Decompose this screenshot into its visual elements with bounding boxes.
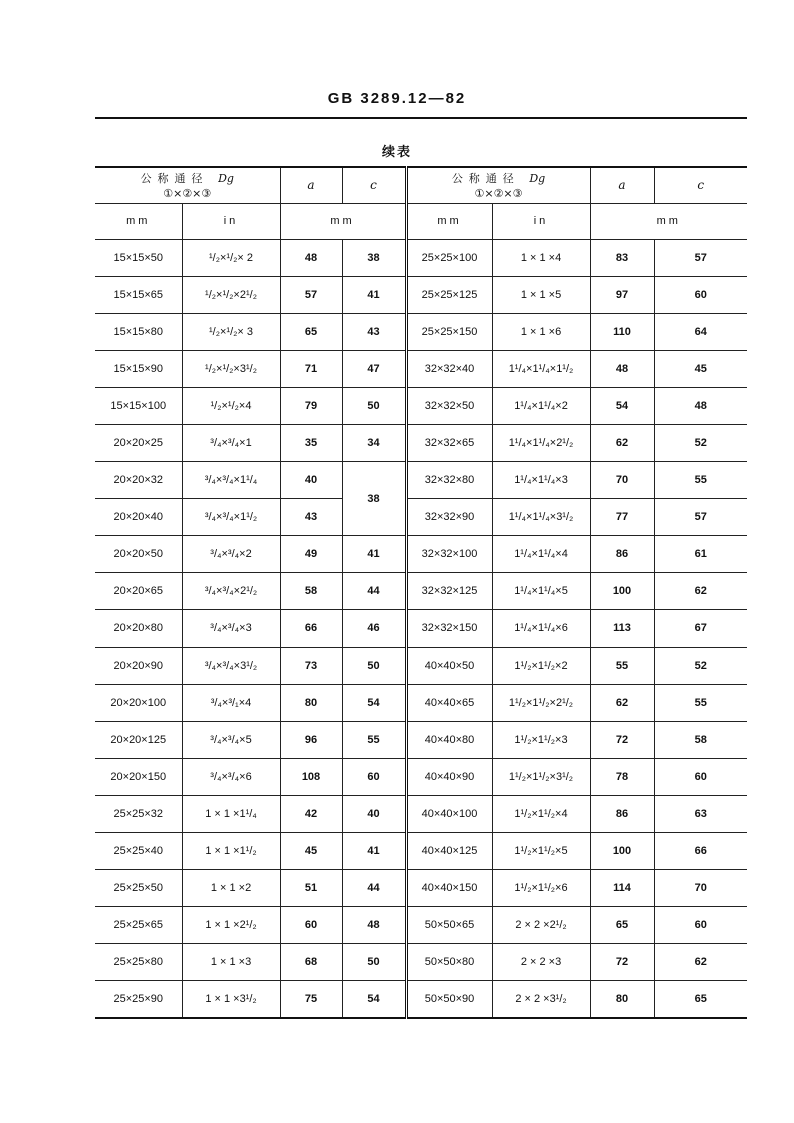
right-dg-in-cell: 1¹/₂×1¹/₂×6 xyxy=(492,870,590,907)
right-dg-in-cell: 1 × 1 ×6 xyxy=(492,313,590,350)
left-a-cell: 66 xyxy=(280,610,342,647)
left-a-cell: 75 xyxy=(280,981,342,1018)
unit-in-right: in xyxy=(492,203,590,239)
left-dg-in-cell: ³/₄×³/₄×2 xyxy=(182,536,280,573)
right-c-cell: 57 xyxy=(654,239,747,276)
right-a-cell: 48 xyxy=(590,350,654,387)
header-rule xyxy=(95,117,747,119)
left-c-cell: 55 xyxy=(342,721,406,758)
left-c-cell: 50 xyxy=(342,387,406,424)
left-c-cell: 54 xyxy=(342,981,406,1018)
left-dg-mm-cell: 25×25×32 xyxy=(95,795,182,832)
dg-sub-left: ①×②×③ xyxy=(163,187,212,201)
left-dg-mm-cell: 25×25×50 xyxy=(95,870,182,907)
left-a-cell: 42 xyxy=(280,795,342,832)
table-row xyxy=(95,239,747,276)
right-a-cell: 100 xyxy=(590,833,654,870)
right-a-cell: 77 xyxy=(590,499,654,536)
table-row xyxy=(95,721,747,758)
left-dg-in-cell: 1 × 1 ×3 xyxy=(182,944,280,981)
right-c-cell: 48 xyxy=(654,387,747,424)
left-c-cell: 34 xyxy=(342,424,406,461)
right-a-cell: 55 xyxy=(590,647,654,684)
left-dg-in-cell: ³/₄×³/₄×1¹/₄ xyxy=(182,462,280,499)
right-dg-in-cell: 1 × 1 ×5 xyxy=(492,276,590,313)
right-dg-in-cell: 2 × 2 ×3¹/₂ xyxy=(492,981,590,1018)
left-c-cell: 41 xyxy=(342,276,406,313)
left-a-cell: 60 xyxy=(280,907,342,944)
header-row-1 xyxy=(95,167,747,203)
right-a-cell: 62 xyxy=(590,684,654,721)
left-dg-mm-cell: 20×20×125 xyxy=(95,721,182,758)
right-dg-mm-cell: 40×40×80 xyxy=(406,721,492,758)
right-dg-in-cell: 1¹/₂×1¹/₂×2¹/₂ xyxy=(492,684,590,721)
right-a-cell: 114 xyxy=(590,870,654,907)
continued-label: 续表 xyxy=(381,145,412,160)
right-dg-in-cell: 1¹/₂×1¹/₂×5 xyxy=(492,833,590,870)
left-c-cell: 41 xyxy=(342,833,406,870)
right-dg-in-cell: 1¹/₄×1¹/₄×4 xyxy=(492,536,590,573)
dg-title-left: 公称通径 xyxy=(140,172,209,186)
unit-mm-right: mm xyxy=(406,203,492,239)
right-c-cell: 60 xyxy=(654,276,747,313)
right-a-cell: 86 xyxy=(590,536,654,573)
left-a-cell: 40 xyxy=(280,462,342,499)
right-dg-mm-cell: 25×25×150 xyxy=(406,313,492,350)
left-dg-mm-cell: 20×20×40 xyxy=(95,499,182,536)
unit-mm-ac-left: mm xyxy=(280,203,406,239)
unit-in-left: in xyxy=(182,203,280,239)
right-c-cell: 52 xyxy=(654,424,747,461)
right-dg-mm-cell: 32×32×90 xyxy=(406,499,492,536)
left-a-cell: 80 xyxy=(280,684,342,721)
left-c-cell: 44 xyxy=(342,573,406,610)
right-dg-in-cell: 1¹/₄×1¹/₄×1¹/₂ xyxy=(492,350,590,387)
right-a-cell: 72 xyxy=(590,944,654,981)
right-c-cell: 63 xyxy=(654,795,747,832)
dg-header-left xyxy=(95,167,280,203)
right-c-cell: 52 xyxy=(654,647,747,684)
col-a-header-right: a xyxy=(590,167,654,203)
right-a-cell: 78 xyxy=(590,758,654,795)
col-c-header-left: c xyxy=(342,167,406,203)
right-a-cell: 80 xyxy=(590,981,654,1018)
right-a-cell: 65 xyxy=(590,907,654,944)
right-dg-mm-cell: 40×40×100 xyxy=(406,795,492,832)
right-dg-mm-cell: 40×40×50 xyxy=(406,647,492,684)
table-row xyxy=(95,758,747,795)
left-dg-in-cell: ¹/₂×¹/₂×3¹/₂ xyxy=(182,350,280,387)
left-c-cell: 50 xyxy=(342,944,406,981)
left-dg-mm-cell: 15×15×65 xyxy=(95,276,182,313)
right-a-cell: 110 xyxy=(590,313,654,350)
right-dg-in-cell: 1¹/₂×1¹/₂×2 xyxy=(492,647,590,684)
left-dg-mm-cell: 25×25×65 xyxy=(95,907,182,944)
right-dg-mm-cell: 32×32×40 xyxy=(406,350,492,387)
right-dg-mm-cell: 32×32×150 xyxy=(406,610,492,647)
table-row xyxy=(95,610,747,647)
left-c-cell: 60 xyxy=(342,758,406,795)
right-a-cell: 100 xyxy=(590,573,654,610)
right-dg-mm-cell: 32×32×125 xyxy=(406,573,492,610)
right-c-cell: 60 xyxy=(654,758,747,795)
left-dg-in-cell: ¹/₂×¹/₂×2¹/₂ xyxy=(182,276,280,313)
left-dg-in-cell: ¹/₂×¹/₂× 3 xyxy=(182,313,280,350)
dg-symbol-left: Dg xyxy=(218,172,234,186)
right-dg-mm-cell: 40×40×90 xyxy=(406,758,492,795)
right-dg-mm-cell: 25×25×125 xyxy=(406,276,492,313)
right-a-cell: 62 xyxy=(590,424,654,461)
right-dg-in-cell: 1¹/₄×1¹/₄×3¹/₂ xyxy=(492,499,590,536)
left-dg-mm-cell: 15×15×100 xyxy=(95,387,182,424)
table-row xyxy=(95,350,747,387)
left-dg-mm-cell: 20×20×65 xyxy=(95,573,182,610)
left-c-cell: 48 xyxy=(342,907,406,944)
right-dg-mm-cell: 32×32×50 xyxy=(406,387,492,424)
right-dg-in-cell: 2 × 2 ×2¹/₂ xyxy=(492,907,590,944)
right-dg-in-cell: 1¹/₄×1¹/₄×5 xyxy=(492,573,590,610)
right-dg-mm-cell: 40×40×150 xyxy=(406,870,492,907)
left-dg-in-cell: ³/₄×³/₄×1¹/₂ xyxy=(182,499,280,536)
left-a-cell: 43 xyxy=(280,499,342,536)
right-dg-in-cell: 1¹/₂×1¹/₂×3 xyxy=(492,721,590,758)
left-c-cell: 38 xyxy=(342,239,406,276)
left-dg-in-cell: ¹/₂×¹/₂×4 xyxy=(182,387,280,424)
header-row-2 xyxy=(95,203,747,239)
left-dg-mm-cell: 20×20×100 xyxy=(95,684,182,721)
right-a-cell: 54 xyxy=(590,387,654,424)
left-dg-in-cell: 1 × 1 ×2¹/₂ xyxy=(182,907,280,944)
right-c-cell: 60 xyxy=(654,907,747,944)
right-a-cell: 70 xyxy=(590,462,654,499)
right-dg-in-cell: 1¹/₂×1¹/₂×3¹/₂ xyxy=(492,758,590,795)
right-dg-mm-cell: 50×50×65 xyxy=(406,907,492,944)
right-c-cell: 66 xyxy=(654,833,747,870)
right-c-cell: 62 xyxy=(654,573,747,610)
left-a-cell: 57 xyxy=(280,276,342,313)
table-row xyxy=(95,573,747,610)
table-row xyxy=(95,870,747,907)
left-dg-in-cell: ¹/₂×¹/₂× 2 xyxy=(182,239,280,276)
dg-sub-right: ①×②×③ xyxy=(474,187,523,201)
right-dg-in-cell: 1¹/₄×1¹/₄×3 xyxy=(492,462,590,499)
table-row xyxy=(95,462,747,499)
table-row xyxy=(95,387,747,424)
dg-symbol-right: Dg xyxy=(529,172,546,186)
right-dg-in-cell: 1 × 1 ×4 xyxy=(492,239,590,276)
right-c-cell: 62 xyxy=(654,944,747,981)
right-c-cell: 61 xyxy=(654,536,747,573)
right-dg-mm-cell: 32×32×80 xyxy=(406,462,492,499)
right-dg-in-cell: 1¹/₄×1¹/₄×2 xyxy=(492,387,590,424)
left-a-cell: 65 xyxy=(280,313,342,350)
left-dg-in-cell: ³/₄×³/₄×3¹/₂ xyxy=(182,647,280,684)
left-c-cell: 54 xyxy=(342,684,406,721)
right-dg-mm-cell: 40×40×125 xyxy=(406,833,492,870)
right-c-cell: 45 xyxy=(654,350,747,387)
left-dg-mm-cell: 20×20×80 xyxy=(95,610,182,647)
right-c-cell: 58 xyxy=(654,721,747,758)
left-a-cell: 108 xyxy=(280,758,342,795)
table-row xyxy=(95,499,747,536)
table-row xyxy=(95,833,747,870)
left-c-cell: 46 xyxy=(342,610,406,647)
right-dg-mm-cell: 50×50×90 xyxy=(406,981,492,1018)
left-dg-mm-cell: 20×20×32 xyxy=(95,462,182,499)
right-dg-mm-cell: 25×25×100 xyxy=(406,239,492,276)
left-c-cell: 44 xyxy=(342,870,406,907)
table-row xyxy=(95,981,747,1018)
right-dg-in-cell: 2 × 2 ×3 xyxy=(492,944,590,981)
right-dg-in-cell: 1¹/₄×1¹/₄×2¹/₂ xyxy=(492,424,590,461)
left-dg-in-cell: ³/₄×³/₄×6 xyxy=(182,758,280,795)
left-dg-in-cell: ³/₄×³/₁×4 xyxy=(182,684,280,721)
table-row xyxy=(95,944,747,981)
left-dg-mm-cell: 15×15×90 xyxy=(95,350,182,387)
left-dg-mm-cell: 20×20×25 xyxy=(95,424,182,461)
left-a-cell: 51 xyxy=(280,870,342,907)
dg-header-right xyxy=(406,167,590,203)
left-dg-in-cell: 1 × 1 ×1¹/₄ xyxy=(182,795,280,832)
left-c-cell-merged: 38 xyxy=(342,462,406,536)
left-a-cell: 73 xyxy=(280,647,342,684)
right-a-cell: 83 xyxy=(590,239,654,276)
right-dg-in-cell: 1¹/₄×1¹/₄×6 xyxy=(492,610,590,647)
left-a-cell: 35 xyxy=(280,424,342,461)
left-dg-mm-cell: 20×20×150 xyxy=(95,758,182,795)
right-dg-mm-cell: 32×32×65 xyxy=(406,424,492,461)
dimension-table xyxy=(95,166,747,1019)
table-row xyxy=(95,424,747,461)
right-c-cell: 55 xyxy=(654,462,747,499)
right-dg-in-cell: 1¹/₂×1¹/₂×4 xyxy=(492,795,590,832)
left-dg-in-cell: ³/₄×³/₄×2¹/₂ xyxy=(182,573,280,610)
left-a-cell: 96 xyxy=(280,721,342,758)
dg-title-right: 公称通径 xyxy=(451,172,520,186)
left-a-cell: 71 xyxy=(280,350,342,387)
left-a-cell: 68 xyxy=(280,944,342,981)
left-dg-in-cell: ³/₄×³/₄×5 xyxy=(182,721,280,758)
right-c-cell: 55 xyxy=(654,684,747,721)
right-dg-mm-cell: 32×32×100 xyxy=(406,536,492,573)
unit-mm-ac-right: mm xyxy=(590,203,747,239)
left-dg-mm-cell: 20×20×50 xyxy=(95,536,182,573)
left-dg-in-cell: 1 × 1 ×2 xyxy=(182,870,280,907)
left-dg-mm-cell: 25×25×80 xyxy=(95,944,182,981)
right-c-cell: 70 xyxy=(654,870,747,907)
right-c-cell: 64 xyxy=(654,313,747,350)
table-row xyxy=(95,907,747,944)
right-a-cell: 72 xyxy=(590,721,654,758)
right-c-cell: 57 xyxy=(654,499,747,536)
right-c-cell: 65 xyxy=(654,981,747,1018)
left-c-cell: 41 xyxy=(342,536,406,573)
left-a-cell: 79 xyxy=(280,387,342,424)
left-c-cell: 40 xyxy=(342,795,406,832)
table-row xyxy=(95,276,747,313)
table-body xyxy=(95,239,747,1018)
left-c-cell: 47 xyxy=(342,350,406,387)
col-c-header-right: c xyxy=(654,167,747,203)
left-dg-in-cell: 1 × 1 ×3¹/₂ xyxy=(182,981,280,1018)
left-dg-in-cell: ³/₄×³/₄×3 xyxy=(182,610,280,647)
left-dg-mm-cell: 25×25×90 xyxy=(95,981,182,1018)
table-row xyxy=(95,795,747,832)
table-row xyxy=(95,684,747,721)
right-dg-mm-cell: 40×40×65 xyxy=(406,684,492,721)
right-c-cell: 67 xyxy=(654,610,747,647)
table-row xyxy=(95,536,747,573)
col-a-header-left: a xyxy=(280,167,342,203)
left-c-cell: 43 xyxy=(342,313,406,350)
right-a-cell: 97 xyxy=(590,276,654,313)
left-a-cell: 58 xyxy=(280,573,342,610)
right-a-cell: 86 xyxy=(590,795,654,832)
left-c-cell: 50 xyxy=(342,647,406,684)
right-a-cell: 113 xyxy=(590,610,654,647)
left-dg-in-cell: ³/₄×³/₄×1 xyxy=(182,424,280,461)
left-dg-in-cell: 1 × 1 ×1¹/₂ xyxy=(182,833,280,870)
left-dg-mm-cell: 20×20×90 xyxy=(95,647,182,684)
table-row xyxy=(95,313,747,350)
unit-mm-left: mm xyxy=(95,203,182,239)
left-a-cell: 48 xyxy=(280,239,342,276)
left-a-cell: 45 xyxy=(280,833,342,870)
standard-code: GB 3289.12—82 xyxy=(327,90,467,107)
left-dg-mm-cell: 25×25×40 xyxy=(95,833,182,870)
left-a-cell: 49 xyxy=(280,536,342,573)
left-dg-mm-cell: 15×15×80 xyxy=(95,313,182,350)
table-row xyxy=(95,647,747,684)
right-dg-mm-cell: 50×50×80 xyxy=(406,944,492,981)
left-dg-mm-cell: 15×15×50 xyxy=(95,239,182,276)
